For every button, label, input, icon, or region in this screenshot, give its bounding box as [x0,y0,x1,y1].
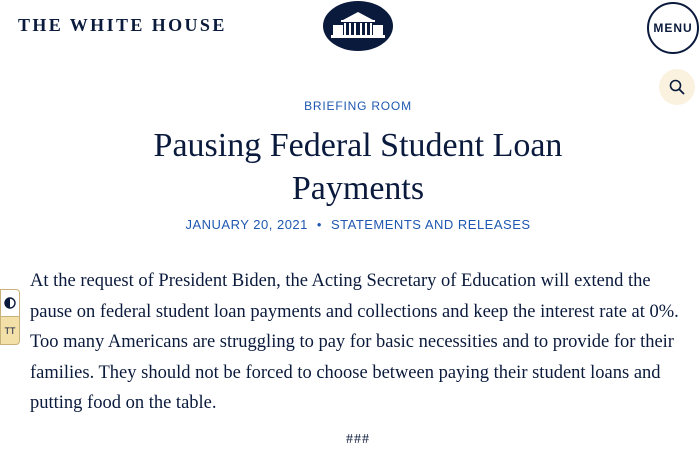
contrast-toggle-button[interactable] [0,289,20,317]
category-link[interactable]: STATEMENTS AND RELEASES [330,217,531,232]
publish-date: JANUARY 20, 2021 [185,217,308,232]
breadcrumb-briefing-room[interactable]: BRIEFING ROOM [304,99,412,113]
end-mark: ### [346,432,370,447]
article-meta [0,217,700,232]
menu-button[interactable]: MENU [647,2,699,54]
meta-separator: • [316,217,322,232]
accessibility-toolbar [0,289,20,345]
search-icon [669,79,685,95]
text-size-button[interactable]: TT [0,317,20,345]
article-body: At the request of President Biden, the Acting Secretary of Education will extend the pause on federal student loan payments and collections and keep the interest rate at 0%. Too many Americans are struggling to pay for basic necessities and to provide for their families. They should not be forced to choose between paying their student loans and putting food on the table. [30,271,679,414]
contrast-icon [4,297,16,309]
site-title-link[interactable]: THE WHITE HOUSE [18,15,227,35]
page-title: Pausing Federal Student Loan Payments [153,127,563,207]
white-house-seal-icon[interactable] [323,1,393,51]
